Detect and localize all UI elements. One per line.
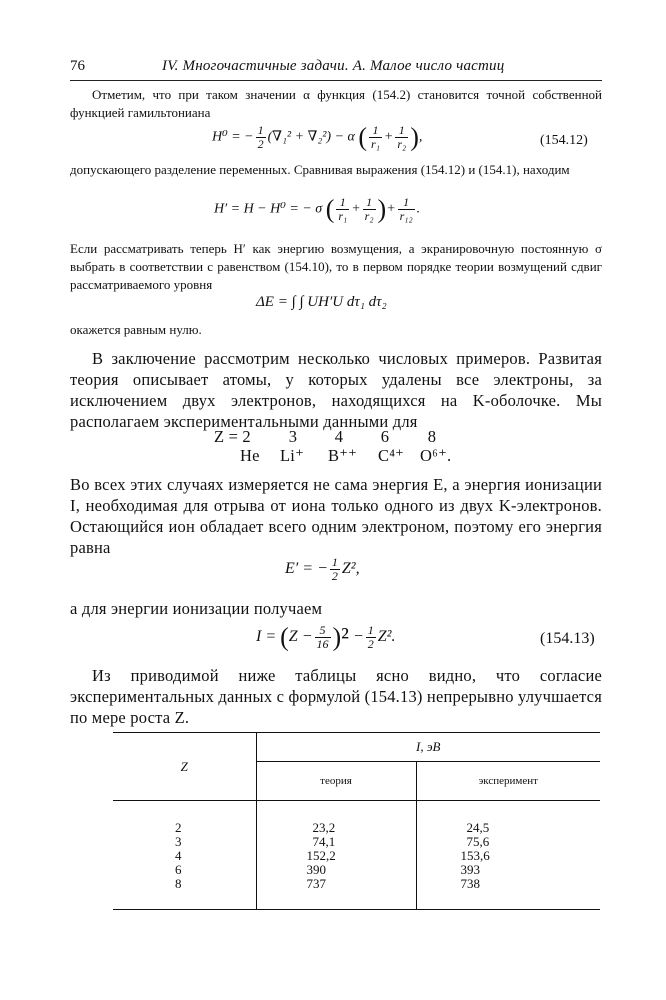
- eq1-plus: +: [383, 129, 394, 145]
- eq1-frac-r1: [369, 124, 382, 151]
- z-value-8: 8: [427, 427, 437, 446]
- ionization-table: [113, 732, 600, 910]
- eq2-plus2: +: [386, 201, 396, 217]
- eq1-r2-num: 1: [395, 124, 408, 138]
- element-li: Li⁺: [280, 446, 304, 465]
- eq1-r1-den: r₁: [371, 137, 380, 151]
- eq2-frac-r12: [398, 196, 415, 223]
- row-theory: 390: [256, 863, 416, 877]
- row-z: 6: [175, 862, 182, 877]
- z-value-6: 6: [380, 427, 390, 446]
- equation-delta-e: ΔE = ∫ ∫ UH′U dτ₁ dτ₂: [256, 294, 387, 310]
- eq1-r2-den: r₂: [397, 137, 407, 151]
- paragraph-6: Во всех этих случаях измеряется не сама энергия E, а энергия ионизации I, необходимая для отрыва от иона только одного из двух K-электронов. Остающийся ион обладает всего одним электроном, поэтому его энергия равна: [70, 475, 602, 557]
- eq2-r2-num: 1: [363, 196, 376, 210]
- eq4-lhs: E′ = −: [285, 560, 328, 578]
- eq5-half-den: 2: [367, 637, 374, 651]
- eq4-den: 2: [331, 569, 338, 583]
- row-experiment: 393: [416, 863, 600, 877]
- z-values-row: [214, 426, 460, 447]
- paragraph-7: а для энергии ионизации получаем: [70, 599, 323, 618]
- row-theory: 152,2: [256, 849, 416, 863]
- row-theory: 23,2: [256, 821, 416, 835]
- eq5-minus: −: [352, 628, 364, 646]
- element-b: B⁺⁺: [328, 446, 358, 465]
- eq5-den: 16: [316, 637, 329, 651]
- elements-row: [240, 445, 460, 466]
- table-row: [113, 835, 600, 849]
- table-row: [113, 863, 600, 877]
- table-row: [113, 877, 600, 891]
- eq2-frac-r1: [336, 196, 349, 223]
- eq5-z: Z −: [288, 628, 313, 646]
- row-experiment: 24,5: [416, 821, 600, 835]
- z-label: Z = 2: [214, 427, 251, 446]
- page-header: [70, 58, 602, 81]
- paragraph-4: окажется равным нулю.: [70, 322, 202, 337]
- page-number: 76: [70, 58, 85, 74]
- row-theory: 74,1: [256, 835, 416, 849]
- eq2-lhs: H′ = H − H⁰ = − σ: [214, 201, 323, 217]
- eq1-half-num: 1: [257, 123, 264, 137]
- eq1-r1-num: 1: [369, 124, 382, 138]
- row-z: 3: [175, 834, 182, 849]
- eq1-lhs: H⁰ = −: [212, 129, 254, 145]
- eq2-plus: +: [351, 201, 361, 217]
- row-theory: 737: [256, 877, 416, 891]
- eq5-half-num: 1: [367, 623, 374, 637]
- eq1-open-paren: (: [358, 122, 368, 152]
- paragraph-8: Из приводимой ниже таблицы ясно видно, что согласие экспериментальных данных с формулой (154.13) непрерывно улучшается по мере роста Z.: [70, 666, 602, 727]
- row-experiment: 738: [416, 877, 600, 891]
- paragraph-5: В заключение рассмотрим несколько числовых примеров. Развитая теория описывает атомы, у которых удалены все электроны, за исключением двух электронов, находящихся на K-оболочке. Мы располагаем экспериментальными данными для: [70, 349, 602, 431]
- eq4-rhs: Z²,: [341, 560, 360, 578]
- eq2-r2-den: r₂: [364, 209, 374, 223]
- equation-e-prime: [285, 556, 360, 583]
- table-z-header: Z: [113, 733, 256, 801]
- eq2-tail: .: [416, 201, 421, 217]
- eq5-rhs: Z².: [377, 628, 396, 646]
- eq5-close: )²: [332, 622, 349, 652]
- z-value-4: 4: [334, 427, 344, 446]
- equation-number-154-13: (154.13): [540, 630, 595, 647]
- equation-154-13: [256, 624, 395, 651]
- equation-number-154-12: (154.12): [540, 133, 588, 148]
- eq2-r1-num: 1: [336, 196, 349, 210]
- paragraph-2: допускающего разделение переменных. Сравнивая выражения (154.12) и (154.1), находим: [70, 162, 570, 177]
- row-experiment: 153,6: [416, 849, 600, 863]
- eq2-r1-den: r₁: [338, 209, 348, 223]
- eq5-open: (: [280, 622, 289, 652]
- eq1-half: [256, 124, 266, 151]
- table-row: [113, 821, 600, 835]
- eq2-r12-den: r₁₂: [399, 209, 413, 223]
- table-col-theory: теория: [256, 762, 416, 801]
- element-he: He: [240, 446, 260, 465]
- row-z: 2: [175, 820, 182, 835]
- eq1-mid: (∇₁² + ∇₂²) − α: [267, 129, 355, 145]
- paragraph-3: Если рассматривать теперь H′ как энергию возмущения, а экранировочную постоянную σ выбрать в соответствии с равенством (154.10), то в первом порядке теории возмущений сдвиг рассматриваемого уровня: [70, 241, 602, 292]
- eq5-lhs: I =: [256, 628, 277, 646]
- eq4-frac: [330, 556, 340, 583]
- equation-h-prime: [214, 196, 420, 223]
- table-group-header: I, эВ: [256, 733, 600, 762]
- element-c: C⁴⁺: [378, 446, 405, 465]
- table-row: [113, 849, 600, 863]
- eq2-frac-r2: [363, 196, 376, 223]
- eq1-tail: ,: [418, 129, 423, 145]
- equation-154-12: [212, 124, 422, 151]
- eq5-half: [366, 624, 376, 651]
- eq2-close-paren: ): [377, 194, 387, 224]
- eq1-close-paren: ): [410, 122, 419, 152]
- eq5-frac: [315, 624, 331, 651]
- eq5-num: 5: [315, 624, 331, 638]
- row-z: 4: [175, 848, 182, 863]
- z-value-3: 3: [288, 427, 298, 446]
- element-o: O⁶⁺.: [420, 446, 452, 465]
- eq2-open-paren: (: [325, 194, 335, 224]
- row-experiment: 75,6: [416, 835, 600, 849]
- running-title: IV. Многочастичные задачи. А. Малое число частиц: [162, 58, 505, 74]
- eq1-frac-r2: [395, 124, 408, 151]
- eq1-half-den: 2: [257, 137, 264, 151]
- eq2-r12-num: 1: [398, 196, 415, 210]
- paragraph-1: Отметим, что при таком значении α функция (154.2) становится точной собственной функцией гамильтониана: [70, 87, 602, 120]
- eq4-num: 1: [331, 555, 338, 569]
- table-col-experiment: эксперимент: [416, 762, 600, 801]
- row-z: 8: [175, 876, 182, 891]
